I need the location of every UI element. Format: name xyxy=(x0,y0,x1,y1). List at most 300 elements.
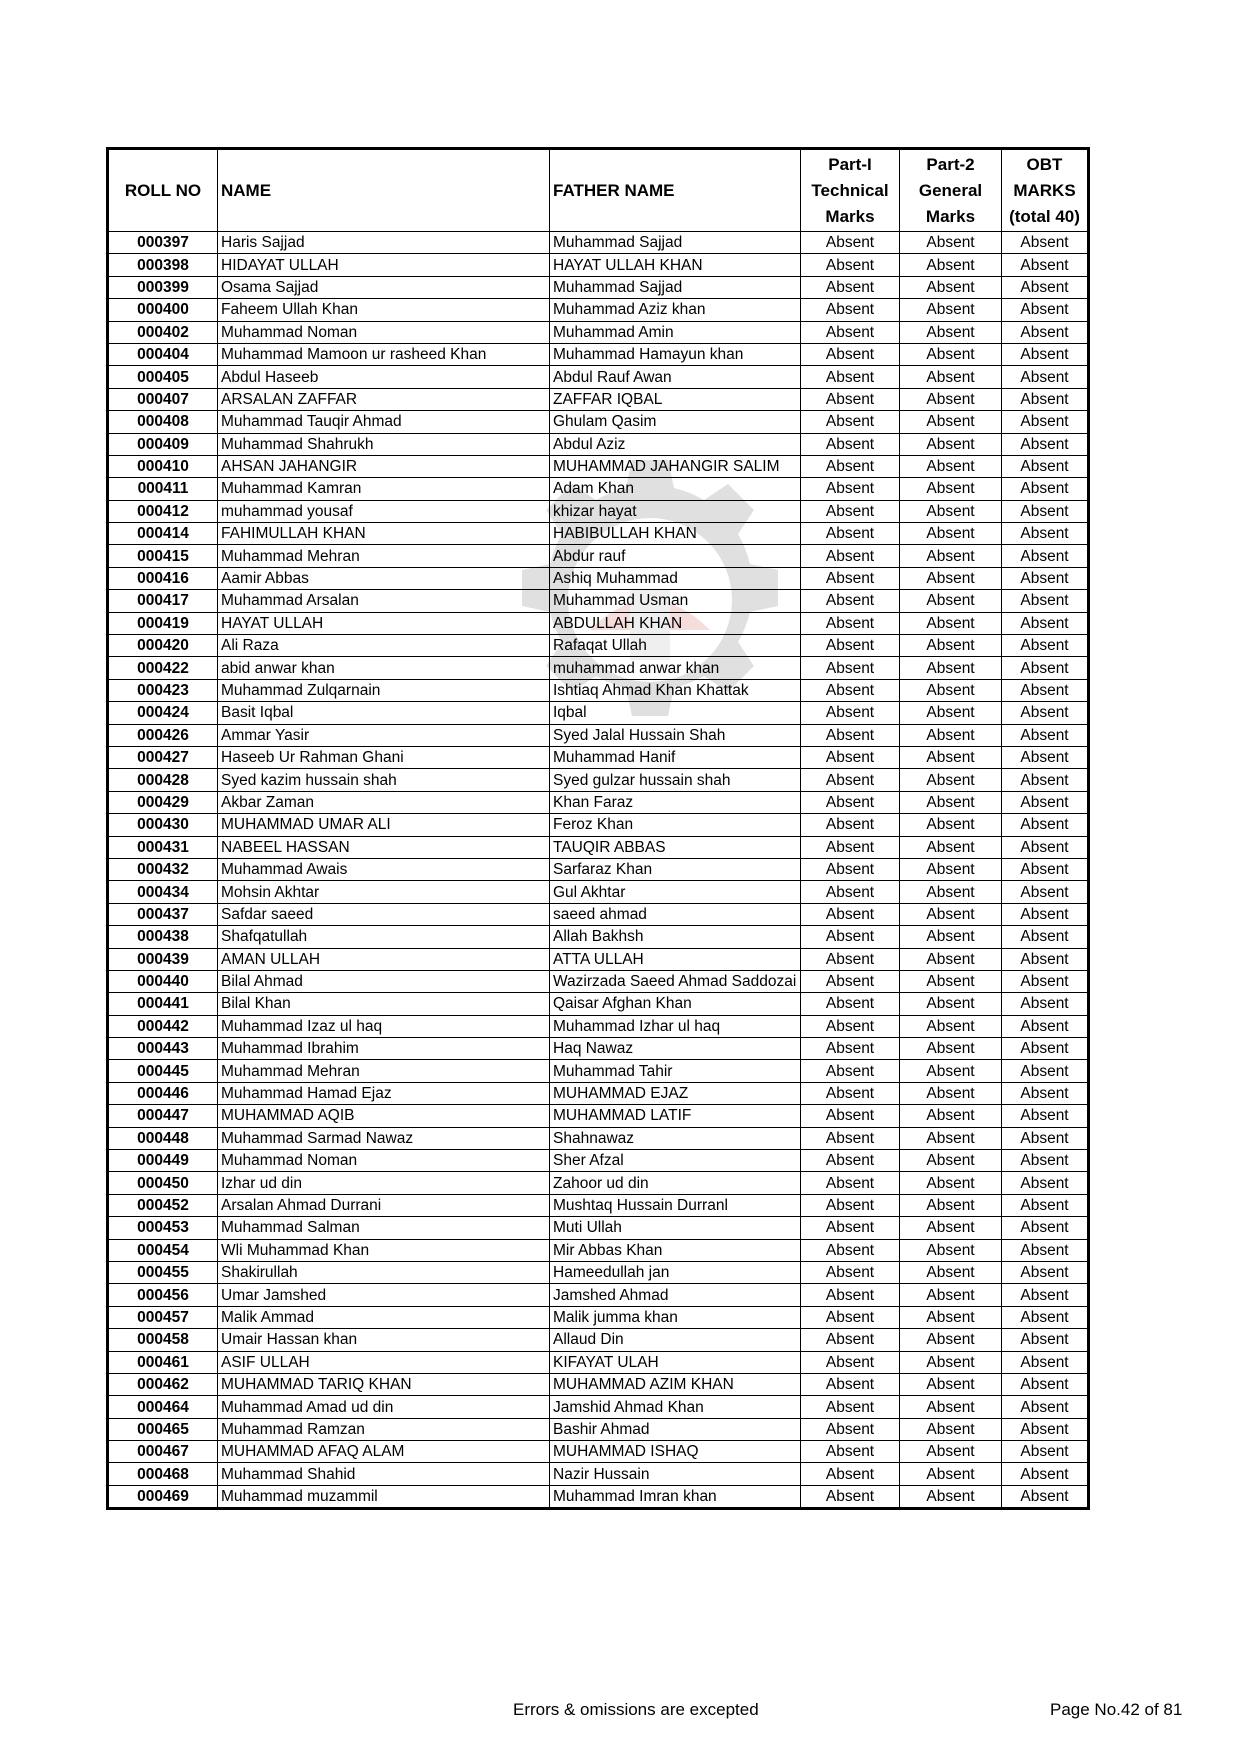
obt-marks-cell: Absent xyxy=(1002,500,1089,522)
part1-marks-cell: Absent xyxy=(801,455,900,477)
part2-marks-cell: Absent xyxy=(900,948,1002,970)
part2-marks-cell: Absent xyxy=(900,1441,1002,1463)
part1-marks-cell: Absent xyxy=(801,567,900,589)
roll-no-cell: 000416 xyxy=(108,567,218,589)
part1-marks-cell: Absent xyxy=(801,1172,900,1194)
obt-marks-cell: Absent xyxy=(1002,366,1089,388)
obt-marks-cell: Absent xyxy=(1002,232,1089,254)
father-name-cell: Muhammad Sajjad xyxy=(550,276,801,298)
roll-no-cell: 000419 xyxy=(108,612,218,634)
obt-marks-cell: Absent xyxy=(1002,1038,1089,1060)
part2-marks-cell: Absent xyxy=(900,724,1002,746)
father-name-cell: Feroz Khan xyxy=(550,814,801,836)
roll-no-cell: 000438 xyxy=(108,926,218,948)
name-cell: ASIF ULLAH xyxy=(218,1351,550,1373)
obt-marks-cell: Absent xyxy=(1002,299,1089,321)
name-cell: Muhammad Hamad Ejaz xyxy=(218,1082,550,1104)
father-name-cell: Wazirzada Saeed Ahmad Saddozai xyxy=(550,970,801,992)
name-cell: MUHAMMAD AQIB xyxy=(218,1105,550,1127)
father-name-cell: MUHAMMAD LATIF xyxy=(550,1105,801,1127)
roll-no-cell: 000427 xyxy=(108,746,218,768)
roll-no-cell: 000450 xyxy=(108,1172,218,1194)
part2-marks-cell: Absent xyxy=(900,1418,1002,1440)
part2-marks-cell: Absent xyxy=(900,970,1002,992)
obt-marks-cell: Absent xyxy=(1002,455,1089,477)
roll-no-cell: 000442 xyxy=(108,1015,218,1037)
roll-no-cell: 000437 xyxy=(108,903,218,925)
roll-no-cell: 000434 xyxy=(108,881,218,903)
header-part1-line3: Marks xyxy=(825,206,875,226)
part1-marks-cell: Absent xyxy=(801,1082,900,1104)
obt-marks-cell: Absent xyxy=(1002,1217,1089,1239)
father-name-cell: Jamshid Ahmad Khan xyxy=(550,1396,801,1418)
part2-marks-cell: Absent xyxy=(900,1261,1002,1283)
table-row xyxy=(108,455,1089,477)
table-row xyxy=(108,791,1089,813)
roll-no-cell: 000453 xyxy=(108,1217,218,1239)
part1-marks-cell: Absent xyxy=(801,478,900,500)
roll-no-cell: 000430 xyxy=(108,814,218,836)
father-name-cell: Muhammad Hanif xyxy=(550,746,801,768)
part2-marks-cell: Absent xyxy=(900,1485,1002,1508)
father-name-cell: Qaisar Afghan Khan xyxy=(550,993,801,1015)
part2-marks-cell: Absent xyxy=(900,657,1002,679)
part1-marks-cell: Absent xyxy=(801,232,900,254)
table-row xyxy=(108,1105,1089,1127)
name-cell: Umair Hassan khan xyxy=(218,1329,550,1351)
table-row xyxy=(108,836,1089,858)
part1-marks-cell: Absent xyxy=(801,1306,900,1328)
roll-no-cell: 000420 xyxy=(108,635,218,657)
part1-marks-cell: Absent xyxy=(801,590,900,612)
father-name-cell: Syed gulzar hussain shah xyxy=(550,769,801,791)
name-cell: Aamir Abbas xyxy=(218,567,550,589)
name-cell: Abdul Haseeb xyxy=(218,366,550,388)
obt-marks-cell: Absent xyxy=(1002,948,1089,970)
table-row xyxy=(108,1150,1089,1172)
table-row xyxy=(108,232,1089,254)
roll-no-cell: 000429 xyxy=(108,791,218,813)
father-name-cell: Muhammad Tahir xyxy=(550,1060,801,1082)
father-name-cell: Iqbal xyxy=(550,702,801,724)
obt-marks-cell: Absent xyxy=(1002,1373,1089,1395)
father-name-cell: Ghulam Qasim xyxy=(550,411,801,433)
roll-no-cell: 000447 xyxy=(108,1105,218,1127)
part2-marks-cell: Absent xyxy=(900,1239,1002,1261)
obt-marks-cell: Absent xyxy=(1002,1284,1089,1306)
part2-marks-cell: Absent xyxy=(900,1373,1002,1395)
part2-marks-cell: Absent xyxy=(900,1082,1002,1104)
part1-marks-cell: Absent xyxy=(801,276,900,298)
father-name-cell: Allah Bakhsh xyxy=(550,926,801,948)
name-cell: Muhammad Mehran xyxy=(218,1060,550,1082)
part2-marks-cell: Absent xyxy=(900,612,1002,634)
part2-marks-cell: Absent xyxy=(900,1172,1002,1194)
table-row xyxy=(108,1060,1089,1082)
part1-marks-cell: Absent xyxy=(801,388,900,410)
table-row xyxy=(108,1329,1089,1351)
roll-no-cell: 000410 xyxy=(108,455,218,477)
part2-marks-cell: Absent xyxy=(900,1105,1002,1127)
obt-marks-cell: Absent xyxy=(1002,657,1089,679)
roll-no-cell: 000443 xyxy=(108,1038,218,1060)
table-row xyxy=(108,1239,1089,1261)
part1-marks-cell: Absent xyxy=(801,1396,900,1418)
obt-marks-cell: Absent xyxy=(1002,1172,1089,1194)
father-name-cell: Syed Jalal Hussain Shah xyxy=(550,724,801,746)
table-row xyxy=(108,679,1089,701)
father-name-cell: Hameedullah jan xyxy=(550,1261,801,1283)
part1-marks-cell: Absent xyxy=(801,321,900,343)
father-name-cell: Muhammad Amin xyxy=(550,321,801,343)
roll-no-cell: 000405 xyxy=(108,366,218,388)
father-name-cell: Muhammad Hamayun khan xyxy=(550,343,801,365)
part1-marks-cell: Absent xyxy=(801,1329,900,1351)
name-cell: Bilal Khan xyxy=(218,993,550,1015)
father-name-cell: Shahnawaz xyxy=(550,1127,801,1149)
obt-marks-cell: Absent xyxy=(1002,343,1089,365)
table-row xyxy=(108,388,1089,410)
part2-marks-cell: Absent xyxy=(900,567,1002,589)
name-cell: Mohsin Akhtar xyxy=(218,881,550,903)
part1-marks-cell: Absent xyxy=(801,254,900,276)
name-cell: Muhammad Tauqir Ahmad xyxy=(218,411,550,433)
name-cell: FAHIMULLAH KHAN xyxy=(218,523,550,545)
part2-marks-cell: Absent xyxy=(900,1306,1002,1328)
part2-marks-cell: Absent xyxy=(900,455,1002,477)
table-row xyxy=(108,858,1089,880)
part1-marks-cell: Absent xyxy=(801,1150,900,1172)
part1-marks-cell: Absent xyxy=(801,1060,900,1082)
obt-marks-cell: Absent xyxy=(1002,1239,1089,1261)
name-cell: Muhammad Zulqarnain xyxy=(218,679,550,701)
obt-marks-cell: Absent xyxy=(1002,903,1089,925)
father-name-cell: Gul Akhtar xyxy=(550,881,801,903)
part1-marks-cell: Absent xyxy=(801,1284,900,1306)
table-row xyxy=(108,590,1089,612)
table-row xyxy=(108,433,1089,455)
roll-no-cell: 000417 xyxy=(108,590,218,612)
part2-marks-cell: Absent xyxy=(900,1351,1002,1373)
name-cell: HAYAT ULLAH xyxy=(218,612,550,634)
part2-marks-cell: Absent xyxy=(900,993,1002,1015)
obt-marks-cell: Absent xyxy=(1002,1329,1089,1351)
name-cell: AHSAN JAHANGIR xyxy=(218,455,550,477)
header-part2-line2: General xyxy=(918,180,983,200)
father-name-cell: HABIBULLAH KHAN xyxy=(550,523,801,545)
father-name-cell: Abdul Aziz xyxy=(550,433,801,455)
father-name-cell: saeed ahmad xyxy=(550,903,801,925)
table-row xyxy=(108,948,1089,970)
part2-marks-cell: Absent xyxy=(900,903,1002,925)
name-cell: abid anwar khan xyxy=(218,657,550,679)
roll-no-cell: 000454 xyxy=(108,1239,218,1261)
roll-no-cell: 000428 xyxy=(108,769,218,791)
roll-no-cell: 000402 xyxy=(108,321,218,343)
roll-no-cell: 000432 xyxy=(108,858,218,880)
table-row xyxy=(108,1127,1089,1149)
part2-marks-cell: Absent xyxy=(900,836,1002,858)
father-name-cell: Sarfaraz Khan xyxy=(550,858,801,880)
name-cell: MUHAMMAD TARIQ KHAN xyxy=(218,1373,550,1395)
part1-marks-cell: Absent xyxy=(801,814,900,836)
table-row xyxy=(108,276,1089,298)
name-cell: AMAN ULLAH xyxy=(218,948,550,970)
name-cell: Izhar ud din xyxy=(218,1172,550,1194)
name-cell: Safdar saeed xyxy=(218,903,550,925)
name-cell: Syed kazim hussain shah xyxy=(218,769,550,791)
part2-marks-cell: Absent xyxy=(900,1150,1002,1172)
part2-marks-cell: Absent xyxy=(900,1284,1002,1306)
part2-marks-cell: Absent xyxy=(900,926,1002,948)
table-body xyxy=(108,232,1089,1509)
table-row xyxy=(108,1172,1089,1194)
table-row xyxy=(108,1284,1089,1306)
part2-marks-cell: Absent xyxy=(900,1015,1002,1037)
table-row xyxy=(108,478,1089,500)
father-name-cell: Malik jumma khan xyxy=(550,1306,801,1328)
father-name-cell: ZAFFAR IQBAL xyxy=(550,388,801,410)
part2-marks-cell: Absent xyxy=(900,411,1002,433)
obt-marks-cell: Absent xyxy=(1002,1105,1089,1127)
roll-no-cell: 000457 xyxy=(108,1306,218,1328)
father-name-cell: Mushtaq Hussain Durranl xyxy=(550,1194,801,1216)
roll-no-cell: 000399 xyxy=(108,276,218,298)
table-row xyxy=(108,1082,1089,1104)
obt-marks-cell: Absent xyxy=(1002,321,1089,343)
part2-marks-cell: Absent xyxy=(900,1127,1002,1149)
footer-note: Errors & omissions are excepted xyxy=(513,1700,759,1719)
name-cell: Arsalan Ahmad Durrani xyxy=(218,1194,550,1216)
father-name-cell: ABDULLAH KHAN xyxy=(550,612,801,634)
obt-marks-cell: Absent xyxy=(1002,478,1089,500)
obt-marks-cell: Absent xyxy=(1002,791,1089,813)
father-name-cell: MUHAMMAD AZIM KHAN xyxy=(550,1373,801,1395)
part2-marks-cell: Absent xyxy=(900,433,1002,455)
name-cell: Bilal Ahmad xyxy=(218,970,550,992)
roll-no-cell: 000414 xyxy=(108,523,218,545)
father-name-cell: Bashir Ahmad xyxy=(550,1418,801,1440)
name-cell: Ali Raza xyxy=(218,635,550,657)
part2-marks-cell: Absent xyxy=(900,769,1002,791)
name-cell: ARSALAN ZAFFAR xyxy=(218,388,550,410)
header-part1-line2: Technical xyxy=(811,180,889,200)
part2-marks-cell: Absent xyxy=(900,746,1002,768)
roll-no-cell: 000440 xyxy=(108,970,218,992)
name-cell: Muhammad Arsalan xyxy=(218,590,550,612)
table-row xyxy=(108,321,1089,343)
part2-marks-cell: Absent xyxy=(900,523,1002,545)
header-part2-line3: Marks xyxy=(925,206,976,226)
table-row xyxy=(108,1217,1089,1239)
roll-no-cell: 000468 xyxy=(108,1463,218,1485)
part2-marks-cell: Absent xyxy=(900,679,1002,701)
part1-marks-cell: Absent xyxy=(801,1441,900,1463)
part1-marks-cell: Absent xyxy=(801,702,900,724)
obt-marks-cell: Absent xyxy=(1002,679,1089,701)
name-cell: Shakirullah xyxy=(218,1261,550,1283)
part2-marks-cell: Absent xyxy=(900,388,1002,410)
part1-marks-cell: Absent xyxy=(801,679,900,701)
roll-no-cell: 000439 xyxy=(108,948,218,970)
obt-marks-cell: Absent xyxy=(1002,1194,1089,1216)
table-row xyxy=(108,1306,1089,1328)
part2-marks-cell: Absent xyxy=(900,366,1002,388)
name-cell: Haseeb Ur Rahman Ghani xyxy=(218,746,550,768)
obt-marks-cell: Absent xyxy=(1002,433,1089,455)
obt-marks-cell: Absent xyxy=(1002,926,1089,948)
table-row xyxy=(108,993,1089,1015)
table-row xyxy=(108,724,1089,746)
name-cell: Malik Ammad xyxy=(218,1306,550,1328)
table-row xyxy=(108,612,1089,634)
father-name-cell: MUHAMMAD JAHANGIR SALIM xyxy=(550,455,801,477)
father-name-cell: Nazir Hussain xyxy=(550,1463,801,1485)
obt-marks-cell: Absent xyxy=(1002,612,1089,634)
roll-no-cell: 000467 xyxy=(108,1441,218,1463)
part2-marks-cell: Absent xyxy=(900,478,1002,500)
name-cell: Muhammad Sarmad Nawaz xyxy=(218,1127,550,1149)
obt-marks-cell: Absent xyxy=(1002,1150,1089,1172)
obt-marks-cell: Absent xyxy=(1002,724,1089,746)
roll-no-cell: 000465 xyxy=(108,1418,218,1440)
table-row xyxy=(108,1463,1089,1485)
name-cell: Muhammad muzammil xyxy=(218,1485,550,1508)
roll-no-cell: 000441 xyxy=(108,993,218,1015)
name-cell: Muhammad Noman xyxy=(218,321,550,343)
part1-marks-cell: Absent xyxy=(801,1261,900,1283)
father-name-cell: Sher Afzal xyxy=(550,1150,801,1172)
part1-marks-cell: Absent xyxy=(801,903,900,925)
roll-no-cell: 000448 xyxy=(108,1127,218,1149)
part1-marks-cell: Absent xyxy=(801,299,900,321)
part2-marks-cell: Absent xyxy=(900,1060,1002,1082)
part2-marks-cell: Absent xyxy=(900,1463,1002,1485)
table-row xyxy=(108,1373,1089,1395)
roll-no-cell: 000461 xyxy=(108,1351,218,1373)
obt-marks-cell: Absent xyxy=(1002,1485,1089,1508)
part1-marks-cell: Absent xyxy=(801,523,900,545)
obt-marks-cell: Absent xyxy=(1002,881,1089,903)
part2-marks-cell: Absent xyxy=(900,545,1002,567)
table-row xyxy=(108,343,1089,365)
obt-marks-cell: Absent xyxy=(1002,1082,1089,1104)
father-name-cell: Adam Khan xyxy=(550,478,801,500)
roll-no-cell: 000400 xyxy=(108,299,218,321)
father-name-cell: Muhammad Aziz khan xyxy=(550,299,801,321)
name-cell: Muhammad Kamran xyxy=(218,478,550,500)
part2-marks-cell: Absent xyxy=(900,1396,1002,1418)
name-cell: Muhammad Ibrahim xyxy=(218,1038,550,1060)
part1-marks-cell: Absent xyxy=(801,836,900,858)
table-row xyxy=(108,881,1089,903)
part1-marks-cell: Absent xyxy=(801,1127,900,1149)
father-name-cell: MUHAMMAD ISHAQ xyxy=(550,1441,801,1463)
part1-marks-cell: Absent xyxy=(801,1485,900,1508)
obt-marks-cell: Absent xyxy=(1002,836,1089,858)
father-name-cell: KIFAYAT ULAH xyxy=(550,1351,801,1373)
table-row xyxy=(108,1351,1089,1373)
name-cell: Shafqatullah xyxy=(218,926,550,948)
part2-marks-cell: Absent xyxy=(900,1194,1002,1216)
part1-marks-cell: Absent xyxy=(801,926,900,948)
part1-marks-cell: Absent xyxy=(801,343,900,365)
roll-no-cell: 000469 xyxy=(108,1485,218,1508)
part2-marks-cell: Absent xyxy=(900,635,1002,657)
part1-marks-cell: Absent xyxy=(801,1463,900,1485)
name-cell: Haris Sajjad xyxy=(218,232,550,254)
results-table xyxy=(106,147,1090,1510)
father-name-cell: Zahoor ud din xyxy=(550,1172,801,1194)
name-cell: Muhammad Awais xyxy=(218,858,550,880)
father-name-cell: Abdur rauf xyxy=(550,545,801,567)
part1-marks-cell: Absent xyxy=(801,411,900,433)
part1-marks-cell: Absent xyxy=(801,1015,900,1037)
name-cell: Muhammad Salman xyxy=(218,1217,550,1239)
table-row xyxy=(108,1396,1089,1418)
father-name-cell: Muhammad Izhar ul haq xyxy=(550,1015,801,1037)
header-part2-line1: Part-2 xyxy=(926,154,975,174)
roll-no-cell: 000404 xyxy=(108,343,218,365)
name-cell: MUHAMMAD UMAR ALI xyxy=(218,814,550,836)
name-cell: Muhammad Ramzan xyxy=(218,1418,550,1440)
part1-marks-cell: Absent xyxy=(801,724,900,746)
name-cell: MUHAMMAD AFAQ ALAM xyxy=(218,1441,550,1463)
father-name-cell: TAUQIR ABBAS xyxy=(550,836,801,858)
part1-marks-cell: Absent xyxy=(801,612,900,634)
part2-marks-cell: Absent xyxy=(900,500,1002,522)
table-row xyxy=(108,970,1089,992)
name-cell: Ammar Yasir xyxy=(218,724,550,746)
father-name-cell: Muhammad Sajjad xyxy=(550,232,801,254)
table-row xyxy=(108,366,1089,388)
table-row xyxy=(108,500,1089,522)
roll-no-cell: 000464 xyxy=(108,1396,218,1418)
part1-marks-cell: Absent xyxy=(801,366,900,388)
obt-marks-cell: Absent xyxy=(1002,545,1089,567)
table-row xyxy=(108,545,1089,567)
table-row xyxy=(108,746,1089,768)
obt-marks-cell: Absent xyxy=(1002,993,1089,1015)
obt-marks-cell: Absent xyxy=(1002,254,1089,276)
header-father-name: FATHER NAME xyxy=(550,149,801,232)
obt-marks-cell: Absent xyxy=(1002,276,1089,298)
roll-no-cell: 000446 xyxy=(108,1082,218,1104)
obt-marks-cell: Absent xyxy=(1002,1060,1089,1082)
table-header-row xyxy=(108,149,1089,232)
table-row xyxy=(108,299,1089,321)
part1-marks-cell: Absent xyxy=(801,791,900,813)
part1-marks-cell: Absent xyxy=(801,500,900,522)
name-cell: Faheem Ullah Khan xyxy=(218,299,550,321)
roll-no-cell: 000462 xyxy=(108,1373,218,1395)
part1-marks-cell: Absent xyxy=(801,1418,900,1440)
roll-no-cell: 000408 xyxy=(108,411,218,433)
roll-no-cell: 000426 xyxy=(108,724,218,746)
obt-marks-cell: Absent xyxy=(1002,814,1089,836)
roll-no-cell: 000398 xyxy=(108,254,218,276)
name-cell: Basit Iqbal xyxy=(218,702,550,724)
table-row xyxy=(108,657,1089,679)
father-name-cell: HAYAT ULLAH KHAN xyxy=(550,254,801,276)
part1-marks-cell: Absent xyxy=(801,433,900,455)
obt-marks-cell: Absent xyxy=(1002,1418,1089,1440)
obt-marks-cell: Absent xyxy=(1002,411,1089,433)
header-part1 xyxy=(801,149,900,232)
table-row xyxy=(108,411,1089,433)
table-row xyxy=(108,1418,1089,1440)
part1-marks-cell: Absent xyxy=(801,545,900,567)
